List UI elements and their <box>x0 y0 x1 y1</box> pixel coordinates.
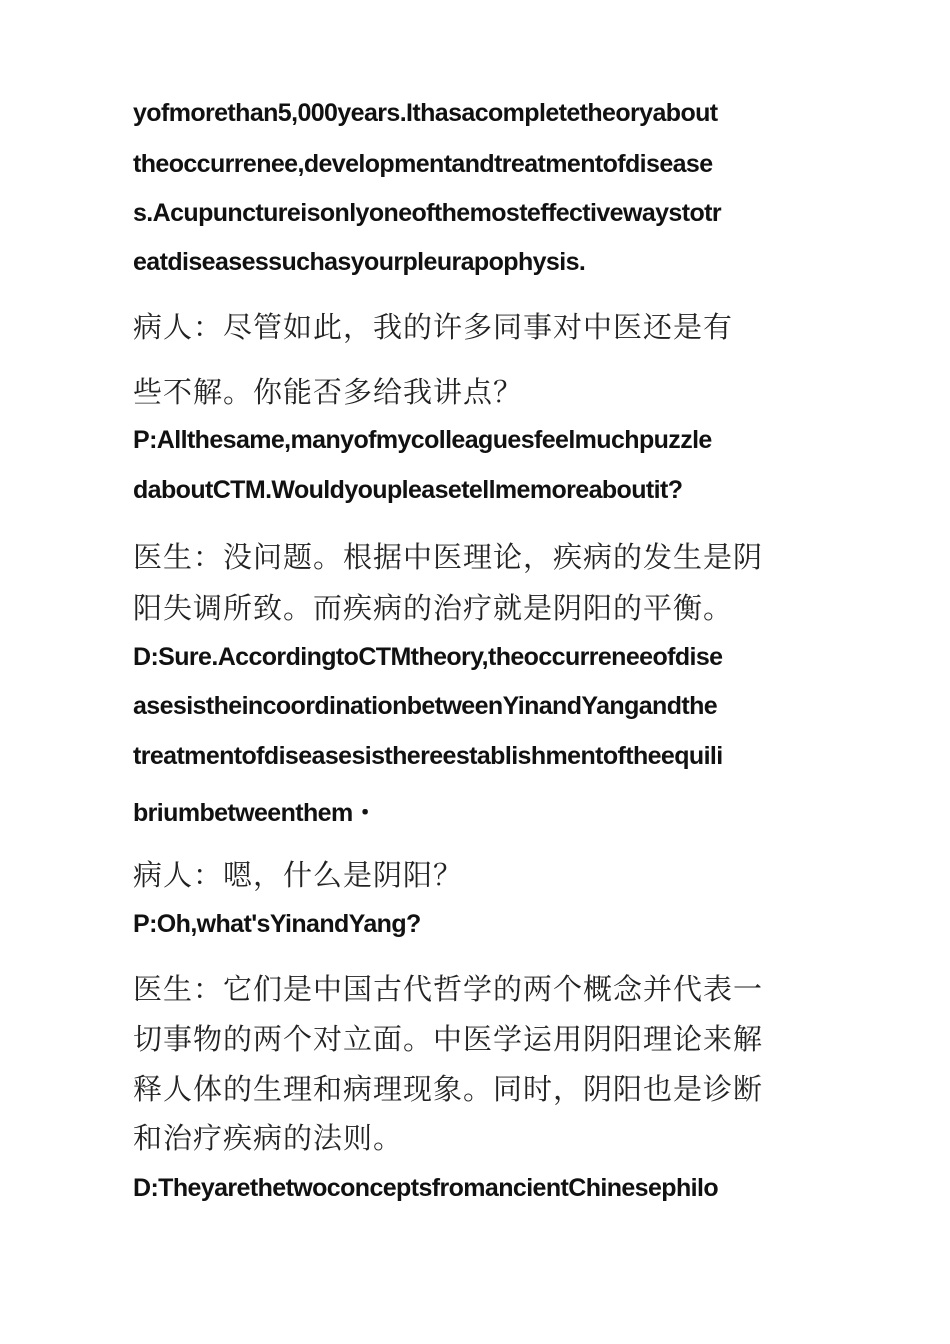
text-line: 和治疗疾病的法则。 <box>133 1121 404 1155</box>
text-line: P:Allthesame,manyofmycolleaguesfeelmuchpuzzle <box>133 426 712 454</box>
text-line: D:TheyarethetwoconceptsfromancientChinesephilo <box>133 1174 718 1202</box>
text-line: 病人：尽管如此，我的许多同事对中医还是有 <box>133 310 734 344</box>
text-line: asesistheincoordinationbetweenYinandYangandthe <box>133 692 718 720</box>
text-line: theoccurrenee,developmentandtreatmentofdisease <box>133 150 713 178</box>
text-line: 病人：嗯，什么是阴阳？ <box>133 858 464 892</box>
text-line: 阳失调所致。而疾病的治疗就是阴阳的平衡。 <box>133 591 734 625</box>
text-line: treatmentofdiseasesisthereestablishmentoftheequili <box>133 742 723 770</box>
text-line: 医生：它们是中国古代哲学的两个概念并代表一 <box>133 972 764 1006</box>
text-line: 医生：没问题。根据中医理论，疾病的发生是阴 <box>133 540 764 574</box>
text-line: eatdiseasessuchasyourpleurapophysis. <box>133 248 586 276</box>
text-line: briumbetweenthem・ <box>133 799 377 827</box>
text-line: s.Acupunctureisonlyoneofthemosteffectivewaystotr <box>133 199 721 227</box>
text-line: D:Sure.AccordingtoCTMtheory,theoccurreneeofdise <box>133 643 723 671</box>
text-line: 些不解。你能否多给我讲点？ <box>133 375 524 409</box>
text-line: yofmorethan5,000years.Ithasacompletetheoryabout <box>133 99 718 127</box>
text-line: 释人体的生理和病理现象。同时，阴阳也是诊断 <box>133 1072 764 1106</box>
text-line: daboutCTM.Wouldyoupleasetellmemoreaboutit? <box>133 476 683 504</box>
text-line: P:Oh,what'sYinandYang? <box>133 910 421 938</box>
text-line: 切事物的两个对立面。中医学运用阴阳理论来解 <box>133 1022 764 1056</box>
